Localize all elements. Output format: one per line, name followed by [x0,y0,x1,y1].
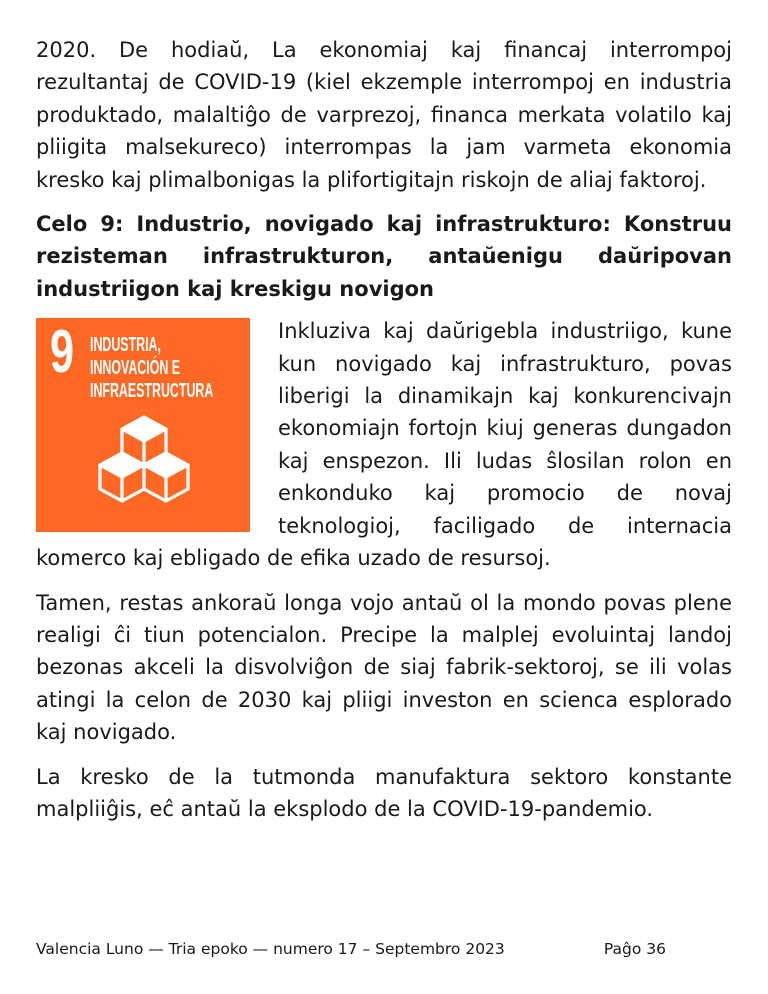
page-content [36,34,732,837]
sdg-title [90,334,239,403]
sdg-9-logo [36,318,250,532]
sdg-title-line-1: INDUSTRIA, [90,334,161,357]
page-footer [36,940,666,958]
sdg-title-line-2: INNOVACIÓN E [90,357,181,380]
sdg-title-line-3: INFRAESTRUCTURA [90,380,214,403]
paragraph-intro: 2020. De hodiaŭ, La ekonomiaj kaj financaj interrompoj rezultantaj de COVID-19 (kiel ekzemple interrompoj en industria produktado, malaltiĝo de varprezoj, financa merkata volatilo kaj pliigita malsekureco) interrompas la jam varmeta ekonomia kresko kaj plimalbonigas la plifortigitajn riskojn de aliaj faktoroj. [36,38,732,192]
paragraph-goal-9-challenge: Tamen, restas ankoraŭ longa vojo antaŭ ol la mondo povas plene realigi ĉi tiun potencialon. Precipe la malplej evoluintaj landoj bezonas akceli la disvolviĝon de siaj fabrik-sektoroj, se ili volas atingi la celon de 2030 kaj pliigi investon en scienca esplorado kaj novigado. [36,590,732,745]
paragraph-manufacturing: La kresko de la tutmonda manufaktura sektoro konstante malpliiĝis, eĉ antaŭ la eksplodo de la COVID-19-pandemio. [36,764,732,821]
sdg-number: 9 [50,318,75,386]
footer-publication: Valencia Luno — Tria epoko — numero 17 – Septembro 2023 [36,940,505,958]
paragraph-goal-9-intro: Inkluziva kaj daŭrigebla industriigo, kune kun novigado kaj infrastrukturo, povas liberigi la dinamikajn kaj konkurencivajn ekonomiajn fortojn kiuj generas dungadon kaj enspezon. Ili ludas ŝlosilan rolon en enkonduko kaj promocio de novaj teknologioj, faciligado de internacia komerco kaj ebligado de efika uzado de resursoj. [36,319,732,571]
footer-page-number: Paĝo 36 [603,940,666,958]
section-heading-goal-9: Celo 9: Industrio, novigado kaj infrastrukturo: Konstruu rezisteman infrastrukturon, antaŭenigu daŭripovan industriigon kaj kreskigu novigon [36,212,732,301]
cubes-icon [96,411,192,507]
